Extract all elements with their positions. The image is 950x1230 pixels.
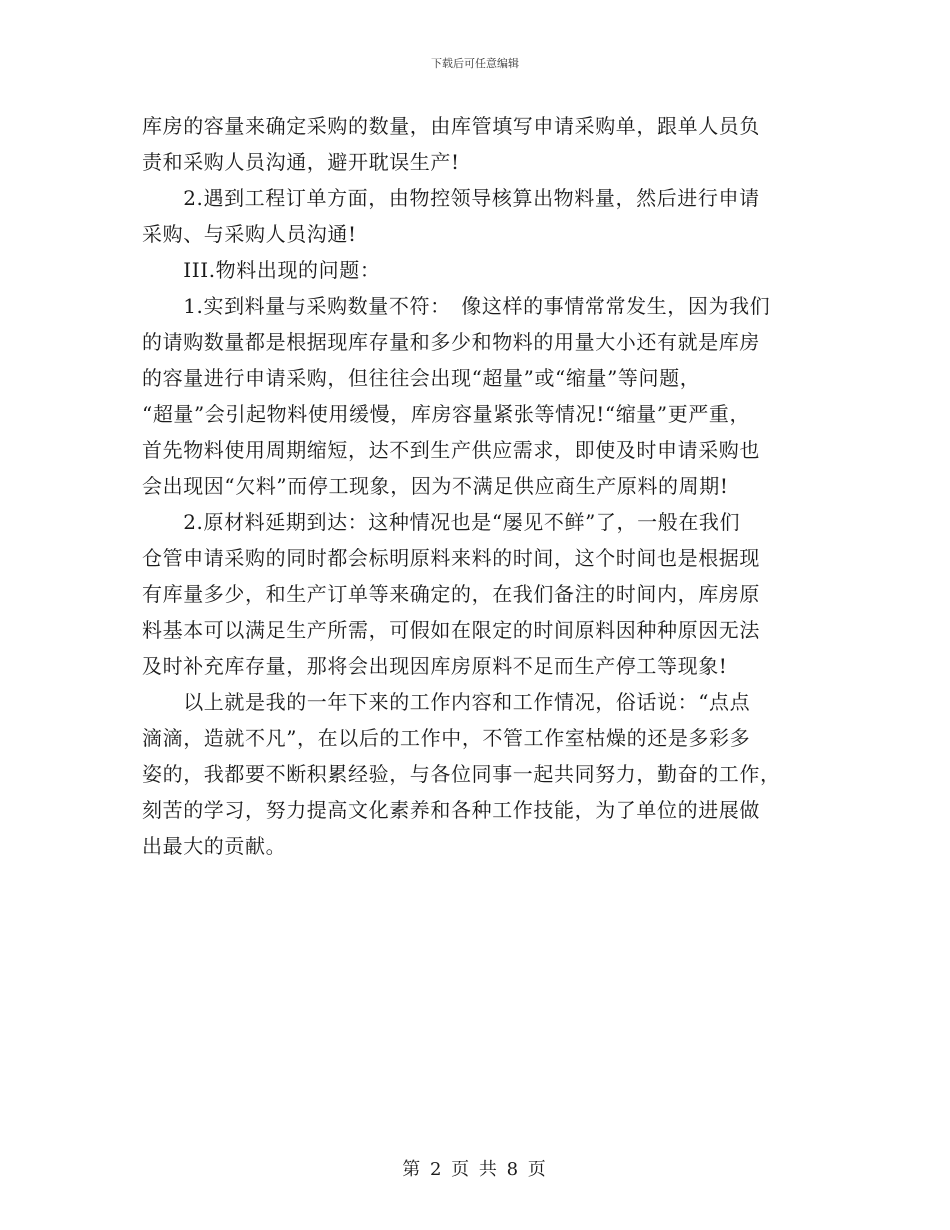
- body-line: 2.原材料延期到达：这种情况也是“屡见不鲜”了，一般在我们: [142, 510, 741, 534]
- body-line: 库房的容量来确定采购的数量，由库管填写申请采购单，跟单人员负: [142, 114, 760, 138]
- body-line: 责和采购人员沟通，避开耽误生产!: [142, 150, 460, 174]
- body-line: 首先物料使用周期缩短，达不到生产供应需求，即使及时申请采购也: [142, 438, 760, 462]
- body-line: 仓管申请采购的同时都会标明原料来料的时间，这个时间也是根据现: [142, 546, 760, 570]
- body-line: 2.遇到工程订单方面，由物控领导核算出物料量，然后进行申请: [142, 186, 760, 210]
- body-line: 姿的，我都要不断积累经验，与各位同事一起共同努力，勤奋的工作，: [142, 762, 781, 786]
- body-line: 料基本可以满足生产所需，可假如在限定的时间原料因种种原因无法: [142, 618, 760, 642]
- body-line: 滴滴，造就不凡”，在以后的工作中，不管工作室枯燥的还是多彩多: [142, 726, 751, 750]
- body-line: 有库量多少，和生产订单等来确定的，在我们备注的时间内，库房原: [142, 582, 760, 606]
- body-line: 的请购数量都是根据现库存量和多少和物料的用量大小还有就是库房: [142, 330, 760, 354]
- document-body: [142, 108, 814, 864]
- page-header: 下载后可任意编辑: [431, 57, 519, 70]
- body-line: 会出现因“欠料”而停工现象，因为不满足供应商生产原料的周期!: [142, 474, 729, 498]
- body-line: 刻苦的学习，努力提高文化素养和各种工作技能，为了单位的进展做: [142, 798, 760, 822]
- body-line: 出最大的贡献。: [142, 834, 287, 858]
- section-heading: III.物料出现的问题：: [142, 258, 381, 282]
- body-line: 采购、与采购人员沟通!: [142, 222, 357, 246]
- body-line: 1.实到料量与采购数量不符： 像这样的事情常常发生，因为我们: [142, 294, 771, 318]
- page-number-footer: 第 2 页 共 8 页: [402, 1159, 548, 1180]
- body-line: 及时补充库存量，那将会出现因库房原料不足而生产停工等现象!: [142, 654, 728, 678]
- body-line: 的容量进行申请采购，但往往会出现“超量”或“缩量”等问题，: [142, 366, 701, 390]
- body-line: “超量”会引起物料使用缓慢，库房容量紧张等情况!“缩量”更严重，: [142, 402, 751, 426]
- body-line: 以上就是我的一年下来的工作内容和工作情况，俗话说：“点点: [142, 690, 751, 714]
